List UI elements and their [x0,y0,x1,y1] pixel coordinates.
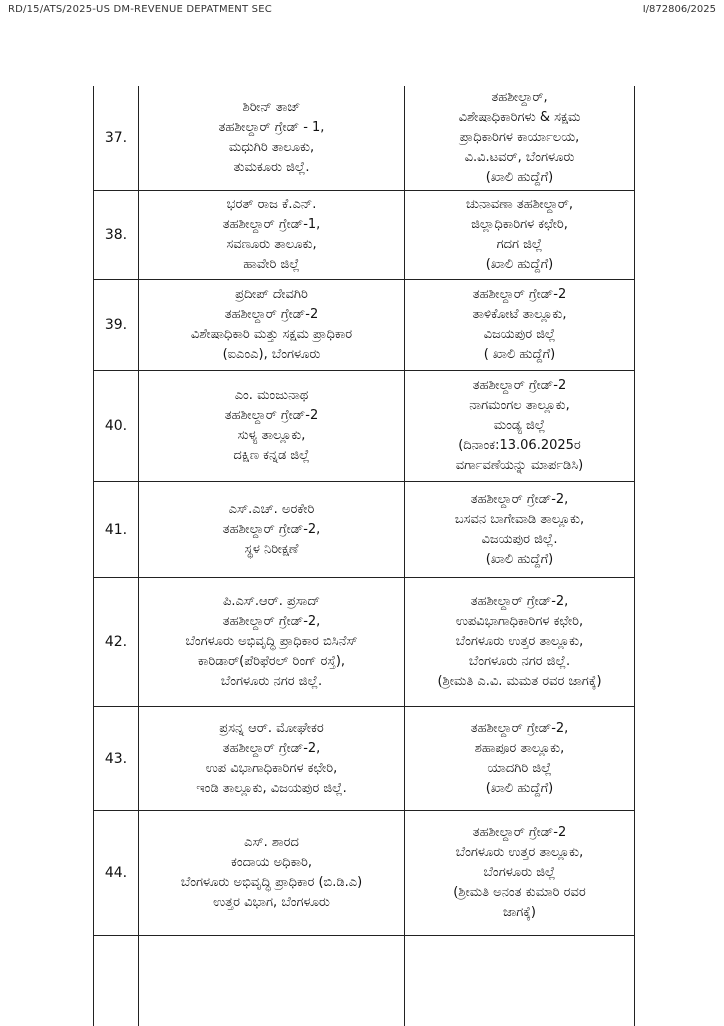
line: ಸ್ಥಳ ನಿರೀಕ್ಷಣೆ [244,541,299,557]
line: ಪ್ರಸನ್ನ ಆರ್. ಮೋಘೇಕರ [219,720,324,736]
current-posting [139,191,405,279]
line: (ಖಾಲಿ ಹುದ್ದೆಗೆ) [485,257,554,272]
line: ತಹಶೀಲ್ದಾರ್ ಗ್ರೇಡ್-2 [224,408,319,423]
table-row [94,86,634,191]
line: (ದಿನಾಂಕ:13.06.2025ರ [458,438,581,453]
line: ತಹಶೀಲ್ದಾರ್ ಗ್ರೇಡ್-2, [222,614,321,629]
serial-number: 43. [94,707,139,810]
line: ತಹಶೀಲ್ದಾರ್ ಗ್ರೇಡ್-2, [470,491,569,507]
line: ಜಾಗಕ್ಕೆ) [502,905,537,920]
line: ಬೆಂಗಳೂರು ನಗರ ಜಿಲ್ಲೆ. [220,674,323,689]
line: ವಿಜಯಪುರ ಜಿಲ್ಲೆ. [481,531,558,547]
line: ತಹಶೀಲ್ದಾರ್ ಗ್ರೇಡ್-2, [222,521,321,537]
line: ( ಖಾಲಿ ಹುದ್ದೆಗೆ) [483,347,556,362]
new-posting [405,86,634,190]
line: ಕಂದಾಯ ಅಧಿಕಾರಿ, [230,855,313,870]
line: ವಿಶೇಷಾಧಿಕಾರಿ ಮತ್ತು ಸಕ್ಷಮ ಪ್ರಾಧಿಕಾರ [190,327,353,342]
line: ತಾಳಿಕೋಟೆ ತಾಲ್ಲೂಕು, [472,307,567,322]
line: ತಹಶೀಲ್ದಾರ್ ಗ್ರೇಡ್-2 [472,378,567,393]
document-number: I/872806/2025 [642,4,716,15]
document-reference: RD/15/ATS/2025-US DM-REVENUE DEPATMENT SEC [8,4,272,15]
line: ಪಿ.ಎಸ್.ಆರ್. ಪ್ರಸಾದ್ [223,594,320,609]
line: ವರ್ಗಾವಣೆಯನ್ನು ಮಾರ್ಪಡಿಸಿ) [455,458,584,473]
line: ಪ್ರಾಧಿಕಾರಿಗಳ ಕಾರ್ಯಾಲಯ, [459,130,580,145]
line: ತಹಶೀಲ್ದಾರ್, [491,90,548,105]
table-row [94,191,634,280]
line: ಯಾದಗಿರಿ ಜಿಲ್ಲೆ [487,760,552,776]
line: ಎಸ್. ಶಾರದ [244,835,299,850]
current-posting [139,280,405,370]
serial-number: 37. [94,86,139,190]
line: ವಿ.ವಿ.ಟವರ್, ಬೆಂಗಳೂರು [464,150,575,165]
new-posting [405,482,634,577]
new-posting [405,707,634,810]
line: ಹಾವೇರಿ ಜಿಲ್ಲೆ [243,257,300,272]
line: ಮಧುಗಿರಿ ತಾಲೂಕು, [228,140,315,155]
current-posting [139,578,405,706]
line: ಬೆಂಗಳೂರು ಉತ್ತರ ತಾಲ್ಲೂಕು, [455,634,584,649]
line: ಸವಣೂರು ತಾಲೂಕು, [226,237,317,252]
line: ಉಪವಿಭಾಗಾಧಿಕಾರಿಗಳ ಕಛೇರಿ, [455,614,584,629]
line: ಉಪ ವಿಭಾಗಾಧಿಕಾರಿಗಳ ಕಛೇರಿ, [205,760,338,776]
line: (ಖಾಲಿ ಹುದ್ದೆಗೆ) [485,170,554,185]
line: ಸುಳ್ಯ ತಾಲ್ಲೂಕು, [237,428,306,443]
line: ತಹಶೀಲ್ದಾರ್ ಗ್ರೇಡ್-2, [470,594,569,609]
line: ತಹಶೀಲ್ದಾರ್ ಗ್ರೇಡ್-2 [224,307,319,322]
new-posting [405,811,634,935]
serial-number: 41. [94,482,139,577]
line: (ಖಾಲಿ ಹುದ್ದೆಗೆ) [485,780,554,796]
current-posting [139,707,405,810]
line: ಬೆಂಗಳೂರು ಅಭಿವೃದ್ಧಿ ಪ್ರಾಧಿಕಾರ ಬಿಸಿನೆಸ್ [185,634,358,649]
empty-cell [94,936,139,1026]
current-posting [139,86,405,190]
table-row [94,482,634,578]
serial-number: 42. [94,578,139,706]
line: ಎಸ್.ಎಚ್. ಅರಕೇರಿ [228,501,315,517]
line: ಜಿಲ್ಲಾಧಿಕಾರಿಗಳ ಕಛೇರಿ, [471,217,568,232]
line: ಚುನಾವಣಾ ತಹಶೀಲ್ದಾರ್, [465,197,574,212]
line: ಮಂಡ್ಯ ಜಿಲ್ಲೆ [493,418,546,433]
new-posting [405,371,634,481]
line: ತುಮಕೂರು ಜಿಲ್ಲೆ. [233,160,310,175]
line: ಪ್ರದೀಪ್ ದೇವಗಿರಿ [235,287,308,302]
line: ವಿಜಯಪುರ ಜಿಲ್ಲೆ [483,327,556,342]
line: ಗದಗ ಜಿಲ್ಲೆ [496,237,543,252]
serial-number: 38. [94,191,139,279]
line: ಬೆಂಗಳೂರು ಅಭಿವೃದ್ಧಿ ಪ್ರಾಧಿಕಾರ (ಬಿ.ಡಿ.ಎ) [180,875,363,890]
line: ಬೆಂಗಳೂರು ಜಿಲ್ಲೆ [483,865,556,880]
current-posting [139,371,405,481]
line: ಎಂ. ಮಂಜುನಾಥ [234,388,309,403]
line: ತಹಶೀಲ್ದಾರ್ ಗ್ರೇಡ್-1, [222,217,321,232]
line: ವಿಶೇಷಾಧಿಕಾರಿಗಳು & ಸಕ್ಷಮ [458,110,581,125]
table-row [94,280,634,371]
empty-cell [139,936,405,1026]
line: ಭರತ್ ರಾಜ ಕೆ.ಎನ್. [226,197,317,212]
transfer-table [93,86,635,1026]
line: ಬಸವನ ಬಾಗೇವಾಡಿ ತಾಲ್ಲೂಕು, [454,511,585,527]
line: ಬೆಂಗಳೂರು ಉತ್ತರ ತಾಲ್ಲೂಕು, [455,845,584,860]
line: ಬೆಂಗಳೂರು ನಗರ ಜಿಲ್ಲೆ. [468,654,571,669]
line: ಶಹಾಪೂರ ತಾಲ್ಲೂಕು, [474,740,565,756]
new-posting [405,578,634,706]
line: (ಶ್ರೀಮತಿ ಎ.ವಿ. ಮಮತ ರವರ ಜಾಗಕ್ಕೆ) [437,674,602,689]
line: ತಹಶೀಲ್ದಾರ್ ಗ್ರೇಡ್-2 [472,825,567,840]
line: ತಹಶೀಲ್ದಾರ್ ಗ್ರೇಡ್-2, [222,740,321,756]
line: ಉತ್ತರ ವಿಭಾಗ, ಬೆಂಗಳೂರು [213,895,330,910]
line: ತಹಶೀಲ್ದಾರ್ ಗ್ರೇಡ್ - 1, [218,120,325,135]
line: ತಹಶೀಲ್ದಾರ್ ಗ್ರೇಡ್-2 [472,287,567,302]
line: (ಖಾಲಿ ಹುದ್ದೆಗೆ) [485,551,554,567]
table-row [94,811,634,936]
serial-number: 44. [94,811,139,935]
serial-number: 40. [94,371,139,481]
line: ಕಾರಿಡಾರ್(ಪೆರಿಫೆರಲ್ ರಿಂಗ್ ರಸ್ತೆ), [197,654,346,669]
table-row [94,371,634,482]
serial-number: 39. [94,280,139,370]
table-row [94,578,634,707]
table-continuation [94,936,634,1026]
line: (ಐಎಂಎ), ಬೆಂಗಳೂರು [222,347,321,362]
line: ತಹಶೀಲ್ದಾರ್ ಗ್ರೇಡ್-2, [470,720,569,736]
new-posting [405,280,634,370]
line: ನಾಗಮಂಗಲ ತಾಲ್ಲೂಕು, [469,398,570,413]
line: (ಶ್ರೀಮತಿ ಅನಂತ ಕುಮಾರಿ ರವರ [453,885,586,900]
line: ಶಿರೀನ್ ತಾಜ್ [242,100,301,115]
line: ಇಂಡಿ ತಾಲ್ಲೂಕು, ವಿಜಯಪುರ ಜಿಲ್ಲೆ. [196,780,347,796]
current-posting [139,482,405,577]
current-posting [139,811,405,935]
new-posting [405,191,634,279]
table-row [94,707,634,811]
empty-cell [405,936,634,1026]
line: ದಕ್ಷಿಣ ಕನ್ನಡ ಜಿಲ್ಲೆ [233,448,310,463]
